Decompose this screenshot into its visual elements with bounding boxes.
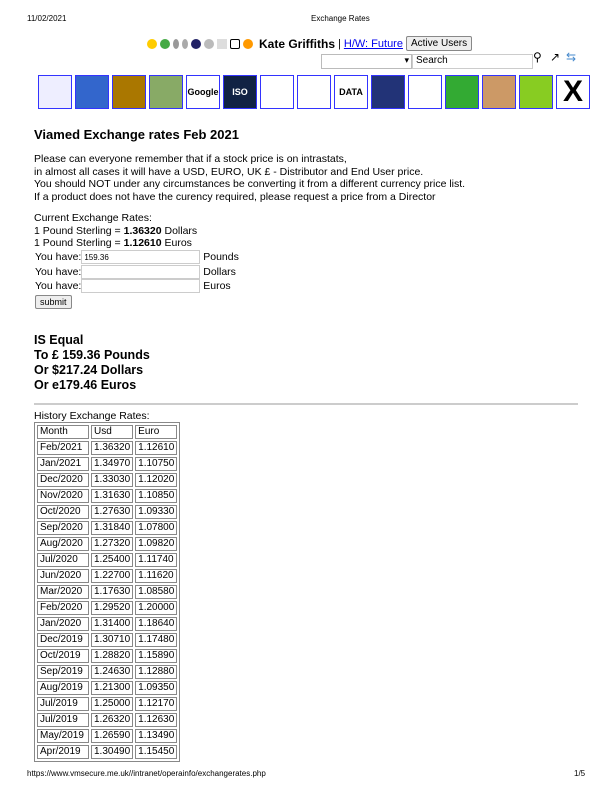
usd-cell: 1.27630 bbox=[91, 505, 133, 519]
euro-cell: 1.15890 bbox=[135, 649, 177, 663]
month-cell: Feb/2021 bbox=[37, 441, 89, 455]
chart-folder-icon[interactable] bbox=[445, 75, 479, 109]
table-row bbox=[37, 745, 177, 759]
month-cell: Jul/2020 bbox=[37, 553, 89, 567]
euro-cell: 1.10750 bbox=[135, 457, 177, 471]
table-row bbox=[37, 633, 177, 647]
usd-cell: 1.28820 bbox=[91, 649, 133, 663]
euro-cell: 1.11740 bbox=[135, 553, 177, 567]
rate-eur: 1 Pound Sterling = 1.12610 Euros bbox=[34, 237, 192, 249]
print-url: https://www.vmsecure.me.uk//intranet/operainfo/exchangerates.php bbox=[27, 769, 266, 778]
usd-cell: 1.26320 bbox=[91, 713, 133, 727]
notice-line: You should NOT under any circumstances be converting it from a different currency price list. bbox=[34, 178, 466, 190]
usd-cell: 1.31630 bbox=[91, 489, 133, 503]
user-name: Kate Griffiths bbox=[259, 36, 336, 51]
table-row bbox=[37, 457, 177, 471]
table-row bbox=[37, 553, 177, 567]
table-row bbox=[37, 585, 177, 599]
euro-cell: 1.12610 bbox=[135, 441, 177, 455]
nav-select[interactable]: ▾ bbox=[321, 54, 412, 69]
users-icon[interactable] bbox=[149, 75, 183, 109]
book-icon[interactable] bbox=[519, 75, 553, 109]
print-page: 1/5 bbox=[574, 769, 586, 778]
box-icon[interactable] bbox=[482, 75, 516, 109]
result-line: Or e179.46 Euros bbox=[34, 378, 137, 392]
header-euro: Euro bbox=[135, 425, 177, 439]
month-cell: Dec/2020 bbox=[37, 473, 89, 487]
usd-cell: 1.24630 bbox=[91, 665, 133, 679]
active-users-button[interactable]: Active Users bbox=[406, 36, 472, 51]
page-title: Viamed Exchange rates Feb 2021 bbox=[34, 127, 239, 142]
usd-cell: 1.30710 bbox=[91, 633, 133, 647]
hw-link[interactable]: H/W: Future bbox=[343, 37, 403, 50]
euro-cell: 1.10850 bbox=[135, 489, 177, 503]
google-icon[interactable]: Google bbox=[186, 75, 220, 109]
euro-cell: 1.17480 bbox=[135, 633, 177, 647]
field-label: You have: bbox=[35, 251, 82, 263]
dollars-input[interactable] bbox=[81, 265, 200, 279]
icon-bar bbox=[38, 75, 590, 109]
month-cell: Jan/2021 bbox=[37, 457, 89, 471]
notice bbox=[34, 153, 465, 203]
month-cell: May/2019 bbox=[37, 729, 89, 743]
month-cell: Aug/2020 bbox=[37, 537, 89, 551]
usd-cell: 1.31400 bbox=[91, 617, 133, 631]
edit-icon[interactable] bbox=[297, 75, 331, 109]
refresh-icon[interactable] bbox=[408, 75, 442, 109]
usd-cell: 1.25400 bbox=[91, 553, 133, 567]
table-row bbox=[37, 505, 177, 519]
euro-cell: 1.18640 bbox=[135, 617, 177, 631]
divider bbox=[34, 403, 578, 405]
external-link-icon[interactable]: ↗ bbox=[550, 50, 561, 64]
history-label: History Exchange Rates: bbox=[34, 410, 150, 422]
euro-cell: 1.08580 bbox=[135, 585, 177, 599]
month-cell: Oct/2020 bbox=[37, 505, 89, 519]
cash-register-icon[interactable] bbox=[112, 75, 146, 109]
search-input[interactable]: Search bbox=[412, 54, 533, 69]
usd-cell: 1.25000 bbox=[91, 697, 133, 711]
euro-cell: 1.09330 bbox=[135, 505, 177, 519]
magnifier-icon[interactable] bbox=[260, 75, 294, 109]
euro-cell: 1.13490 bbox=[135, 729, 177, 743]
table-row bbox=[37, 713, 177, 727]
month-cell: Mar/2020 bbox=[37, 585, 89, 599]
table-row bbox=[37, 473, 177, 487]
month-cell: Jun/2020 bbox=[37, 569, 89, 583]
euro-cell: 1.12880 bbox=[135, 665, 177, 679]
month-cell: Feb/2020 bbox=[37, 601, 89, 615]
euro-cell: 1.20000 bbox=[135, 601, 177, 615]
result-line: IS Equal bbox=[34, 333, 84, 347]
user-toolbar bbox=[147, 36, 472, 51]
help-icon[interactable] bbox=[243, 39, 253, 49]
field-label: You have: bbox=[35, 265, 82, 278]
usd-cell: 1.31840 bbox=[91, 521, 133, 535]
print-date: 11/02/2021 bbox=[27, 14, 67, 23]
opera-data-icon[interactable]: DATA bbox=[334, 75, 368, 109]
image-icon[interactable] bbox=[217, 39, 227, 49]
table-row bbox=[37, 649, 177, 663]
iso-icon[interactable]: ISO bbox=[223, 75, 257, 109]
usd-cell: 1.30490 bbox=[91, 745, 133, 759]
pounds-input[interactable]: 159.36 bbox=[81, 250, 200, 264]
month-cell: Aug/2019 bbox=[37, 681, 89, 695]
usd-cell: 1.33030 bbox=[91, 473, 133, 487]
unit-label: Euros bbox=[203, 280, 231, 292]
table-row bbox=[37, 569, 177, 583]
notice-line: in almost all cases it will have a USD, EURO, UK £ - Distributor and End User price. bbox=[34, 165, 424, 178]
table-row bbox=[37, 521, 177, 535]
euro-cell: 1.09820 bbox=[135, 537, 177, 551]
notice-line: Please can everyone remember that if a stock price is on intrastats, bbox=[34, 153, 347, 165]
table-header-row bbox=[37, 425, 177, 439]
month-cell: Jan/2020 bbox=[37, 617, 89, 631]
euro-cell: 1.12020 bbox=[135, 473, 177, 487]
star-icon[interactable] bbox=[147, 39, 157, 49]
home-icon[interactable] bbox=[38, 75, 72, 109]
search-small-icon[interactable] bbox=[182, 39, 188, 49]
palette-icon[interactable] bbox=[191, 39, 201, 49]
current-rates bbox=[34, 212, 197, 250]
history-table bbox=[34, 422, 180, 762]
window-icon[interactable] bbox=[230, 39, 240, 49]
table-row bbox=[37, 441, 177, 455]
euro-cell: 1.07800 bbox=[135, 521, 177, 535]
print-title: Exchange Rates bbox=[311, 14, 370, 23]
rate-usd: 1 Pound Sterling = 1.36320 Dollars bbox=[34, 224, 198, 237]
separator: | bbox=[338, 37, 341, 50]
submit-button[interactable]: submit bbox=[35, 295, 72, 309]
table-row bbox=[37, 665, 177, 679]
usd-cell: 1.29520 bbox=[91, 601, 133, 615]
table-row bbox=[37, 729, 177, 743]
result-line: Or $217.24 Dollars bbox=[34, 363, 144, 377]
usd-cell: 1.36320 bbox=[91, 441, 133, 455]
usd-cell: 1.21300 bbox=[91, 681, 133, 695]
table-row bbox=[37, 681, 177, 695]
month-cell: Apr/2019 bbox=[37, 745, 89, 759]
current-rates-label: Current Exchange Rates: bbox=[34, 212, 152, 224]
month-cell: Oct/2019 bbox=[37, 649, 89, 663]
usd-cell: 1.34970 bbox=[91, 457, 133, 471]
month-cell: Sep/2020 bbox=[37, 521, 89, 535]
month-cell: Jul/2019 bbox=[37, 713, 89, 727]
globe-icon[interactable] bbox=[160, 39, 170, 49]
header-month: Month bbox=[37, 425, 89, 439]
usd-cell: 1.22700 bbox=[91, 569, 133, 583]
gears-icon[interactable] bbox=[371, 75, 405, 109]
euro-cell: 1.15450 bbox=[135, 745, 177, 759]
phone-icon[interactable] bbox=[75, 75, 109, 109]
euro-cell: 1.09350 bbox=[135, 681, 177, 695]
unit-label: Pounds bbox=[203, 251, 239, 263]
euros-input[interactable] bbox=[81, 279, 200, 293]
snowflake-icon[interactable] bbox=[204, 39, 214, 49]
swap-icon[interactable]: ⇆ bbox=[566, 50, 577, 64]
result-line: To £ 159.36 Pounds bbox=[34, 348, 150, 362]
search-icon[interactable]: ⚲ bbox=[533, 50, 542, 64]
table-row bbox=[37, 617, 177, 631]
euro-cell: 1.12170 bbox=[135, 697, 177, 711]
euro-cell: 1.12630 bbox=[135, 713, 177, 727]
euro-cell: 1.11620 bbox=[135, 569, 177, 583]
month-cell: Sep/2019 bbox=[37, 665, 89, 679]
month-cell: Dec/2019 bbox=[37, 633, 89, 647]
month-cell: Nov/2020 bbox=[37, 489, 89, 503]
field-label: You have: bbox=[35, 280, 82, 292]
table-row bbox=[37, 489, 177, 503]
month-cell: Jul/2019 bbox=[37, 697, 89, 711]
table-row bbox=[37, 537, 177, 551]
notice-line: If a product does not have the curency required, please request a price from a Director bbox=[34, 190, 436, 203]
usd-cell: 1.17630 bbox=[91, 585, 133, 599]
table-row bbox=[37, 697, 177, 711]
header-usd: Usd bbox=[91, 425, 133, 439]
result bbox=[34, 333, 150, 393]
unit-label: Dollars bbox=[203, 265, 236, 278]
usd-cell: 1.26590 bbox=[91, 729, 133, 743]
pin-icon[interactable] bbox=[173, 39, 179, 49]
close-icon[interactable]: X bbox=[556, 75, 590, 109]
converter-form bbox=[35, 250, 239, 309]
usd-cell: 1.27320 bbox=[91, 537, 133, 551]
table-row bbox=[37, 601, 177, 615]
